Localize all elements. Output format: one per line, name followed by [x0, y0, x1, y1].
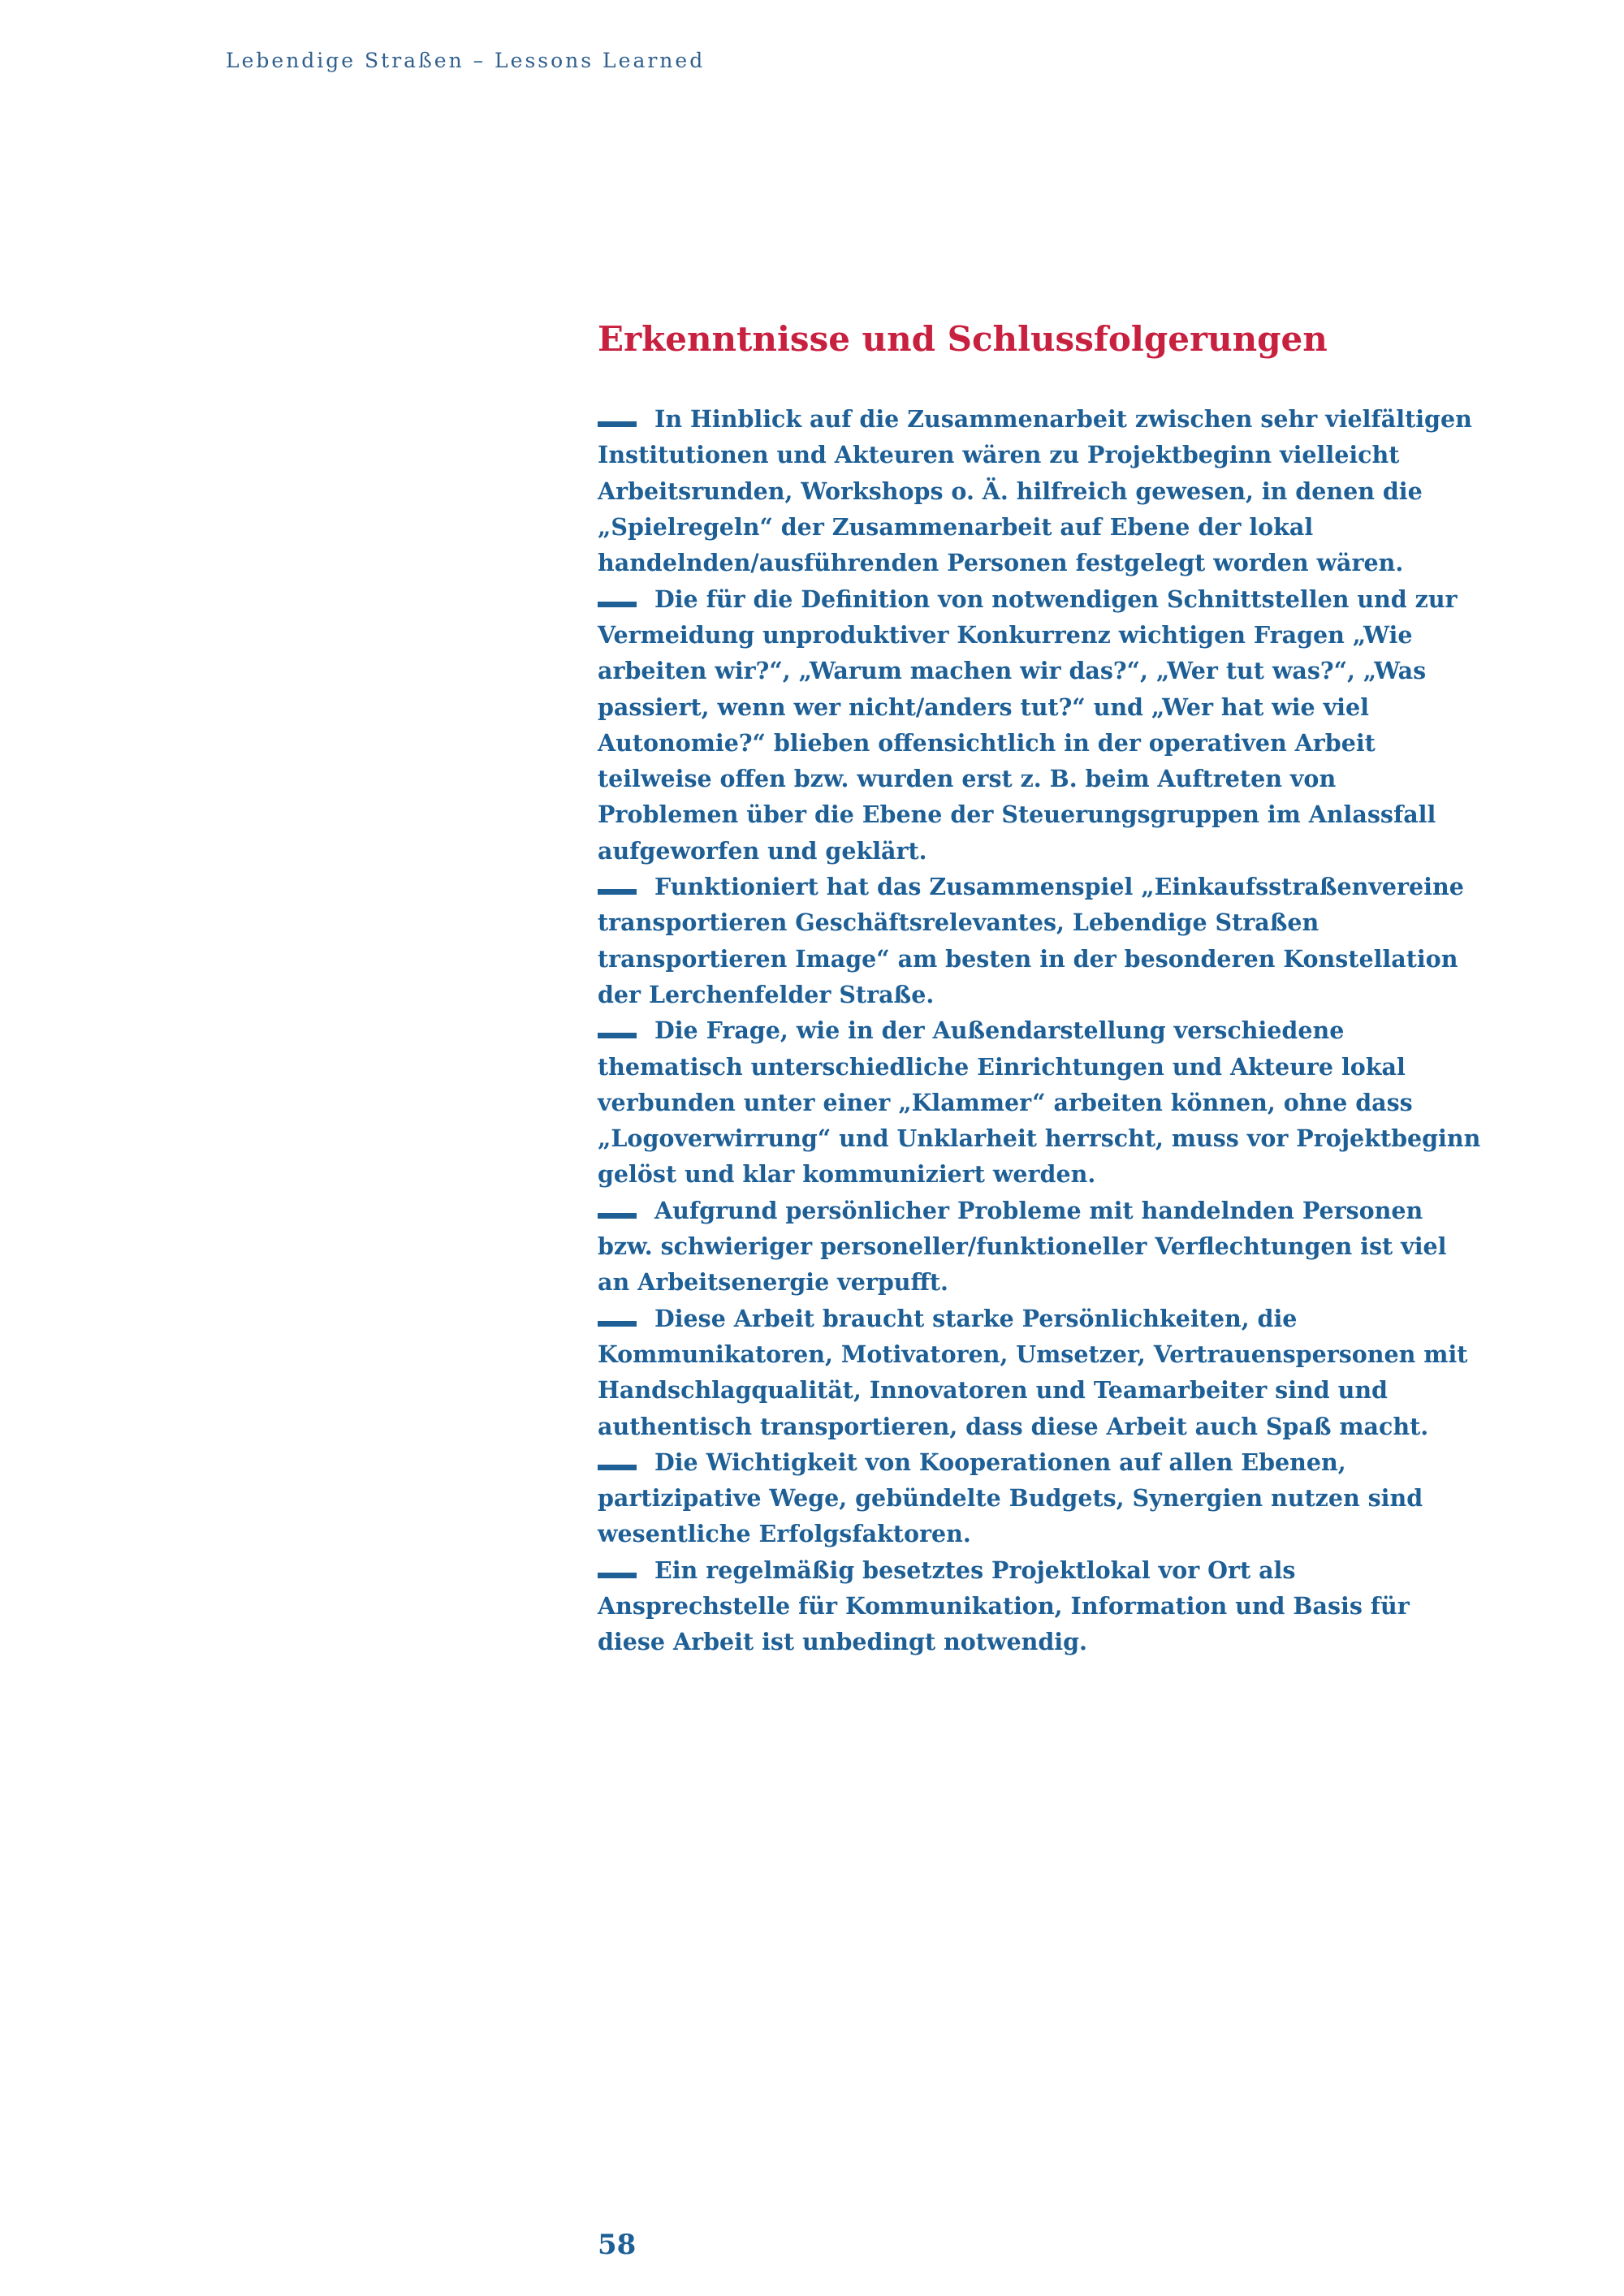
- list-item: [598, 1552, 1483, 1660]
- list-item: [598, 1301, 1483, 1444]
- list-item-text: In Hinblick auf die Zusammenarbeit zwischen sehr vielfältigen Institutionen und Akteuren wären zu Projektbeginn vielleicht Arbeitsrunden, Workshops o. Ä. hilfreich gewesen, in denen die „Spielregeln“ der Zusammenarbeit auf Ebene der lokal handelnden/ausführenden Personen festgelegt worden wären.: [598, 405, 1472, 577]
- list-item-text: Die Frage, wie in der Außendarstellung verschiedene thematisch unterschiedliche Einrichtungen und Akteure lokal verbunden unter einer „Klammer“ arbeiten können, ohne dass „Logoverwirrung“ und Unklarheit herrscht, muss vor Projektbeginn gelöst und klar kommuniziert werden.: [598, 1016, 1481, 1189]
- list-item: [598, 1444, 1483, 1552]
- dash-bullet-icon: [598, 602, 637, 607]
- list-item: [598, 581, 1483, 869]
- list-item: [598, 401, 1483, 580]
- list-item-text: Aufgrund persönlicher Probleme mit handelnden Personen bzw. schwieriger personeller/funktioneller Verflechtungen ist viel an Arbeitsenergie verpufft.: [598, 1196, 1447, 1297]
- dash-bullet-icon: [598, 1321, 637, 1327]
- section-title: Erkenntnisse und Schlussfolgerungen: [598, 319, 1328, 359]
- list-item-text: Diese Arbeit braucht starke Persönlichkeiten, die Kommunikatoren, Motivatoren, Umsetzer, Vertrauenspersonen mit Handschlagqualität, Innovatoren und Teamarbeiter sind und authentisch transportieren, dass diese Arbeit auch Spaß macht.: [598, 1304, 1468, 1440]
- main-content: [598, 321, 1483, 1660]
- dash-bullet-icon: [598, 421, 637, 427]
- list-item: [598, 1193, 1483, 1301]
- list-item-text: Ein regelmäßig besetztes Projektlokal vor Ort als Ansprechstelle für Kommunikation, Information und Basis für diese Arbeit ist unbedingt notwendig.: [598, 1556, 1410, 1656]
- dash-bullet-icon: [598, 1213, 637, 1219]
- page-number: 58: [598, 2229, 637, 2261]
- list-item-text: Die für die Definition von notwendigen Schnittstellen und zur Vermeidung unproduktiver Konkurrenz wichtigen Fragen „Wie arbeiten wir?“, „Warum machen wir das?“, „Wer tut was?“, „Was passiert, wenn wer nicht/anders tut?“ und „Wer hat wie viel Autonomie?“ blieben offensichtlich in der operativen Arbeit teilweise offen bzw. wurden erst z. B. beim Auftreten von Problemen über die Ebene der Steuerungsgruppen im Anlassfall aufgeworfen und geklärt.: [598, 585, 1458, 865]
- list-item-text: Die Wichtigkeit von Kooperationen auf allen Ebenen, partizipative Wege, gebündelte Budgets, Synergien nutzen sind wesentliche Erfolgsfaktoren.: [598, 1448, 1423, 1548]
- dash-bullet-icon: [598, 1033, 637, 1038]
- running-head: Lebendige Straßen – Lessons Learned: [226, 49, 706, 72]
- dash-bullet-icon: [598, 1573, 637, 1578]
- list-item-text: Funktioniert hat das Zusammenspiel „Einkaufsstraßenvereine transportieren Geschäftsrelevantes, Lebendige Straßen transportieren Image“ am besten in der besonderen Konstellation der Lerchenfelder Straße.: [598, 873, 1464, 1008]
- list-item: [598, 869, 1483, 1012]
- dash-bullet-icon: [598, 889, 637, 895]
- list-item: [598, 1012, 1483, 1192]
- dash-bullet-icon: [598, 1465, 637, 1470]
- conclusions-list: [598, 401, 1483, 1659]
